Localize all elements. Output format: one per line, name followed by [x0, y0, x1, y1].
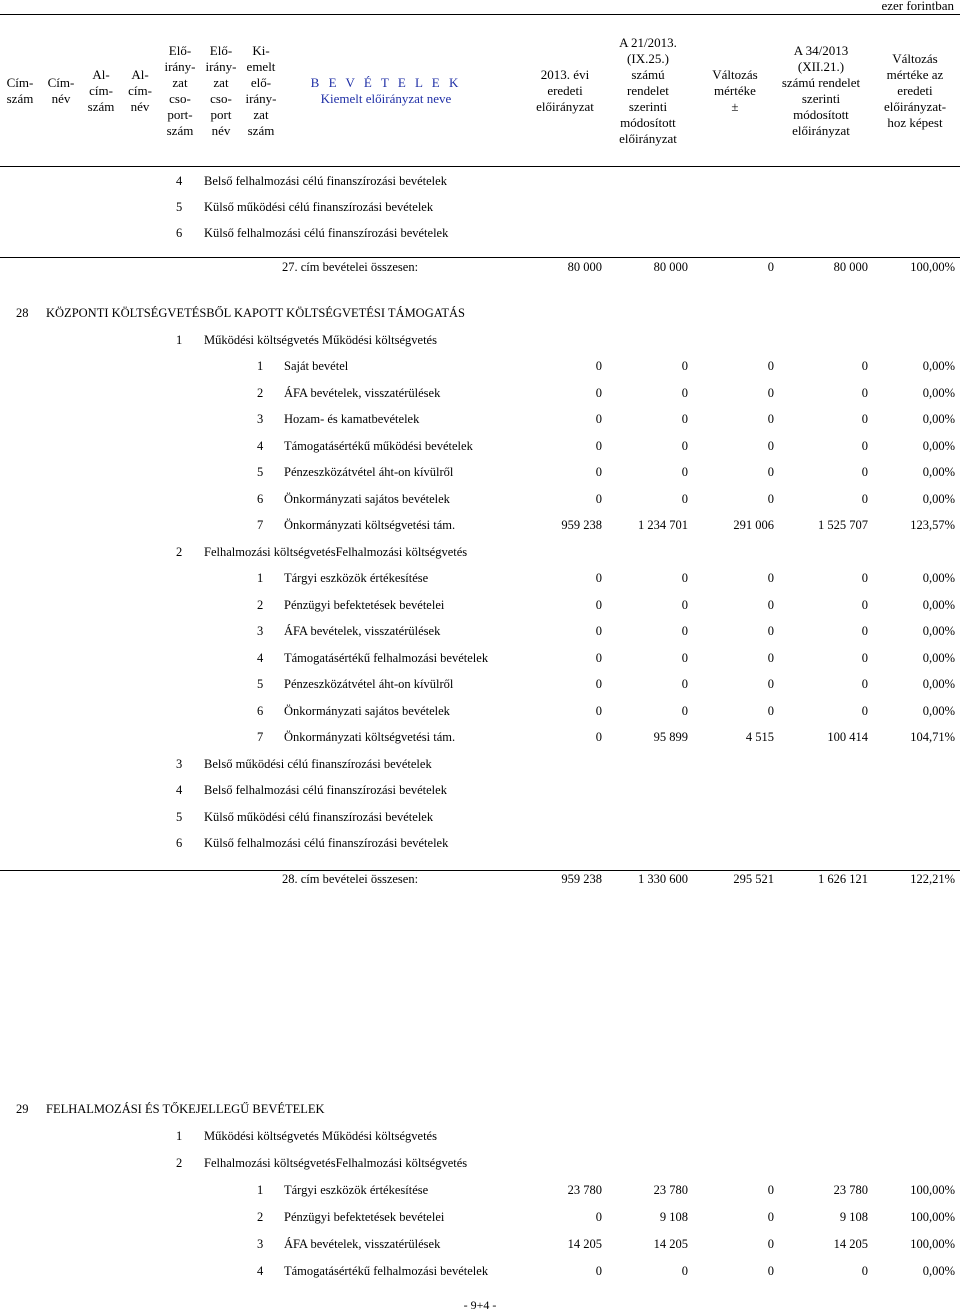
header-line: szám	[247, 122, 275, 138]
row-value: 0	[595, 598, 602, 612]
table-row	[0, 598, 960, 614]
header-eloiranyzat-csoport-nev	[202, 15, 240, 166]
row-label: Belső működési célú finanszírozási bevételek	[204, 757, 432, 771]
row-value: 1 626 121	[818, 872, 868, 886]
header-line: Elő-	[209, 42, 233, 58]
row-code: 2	[257, 598, 264, 612]
header-line: eredeti	[547, 82, 583, 98]
row-value: 0	[681, 1264, 688, 1278]
table-row	[0, 412, 960, 428]
table-row	[0, 704, 960, 720]
row-value: 0	[861, 677, 868, 691]
header-line: számú rendelet	[781, 74, 861, 90]
row-label: Működési költségvetés Működési költségvetés	[204, 1129, 437, 1143]
header-cimnev	[42, 15, 80, 166]
row-code: 6	[176, 836, 183, 850]
row-label: Pénzügyi befektetések bevételei	[284, 598, 445, 612]
row-code: 4	[176, 174, 183, 188]
header-valtozas	[690, 15, 780, 166]
row-value: 0	[681, 571, 688, 585]
header-line: irány-	[205, 58, 237, 74]
header-line: zat	[213, 74, 229, 90]
row-value: 0	[681, 439, 688, 453]
row-label: Saját bevétel	[284, 359, 349, 373]
row-value: 0	[595, 1264, 602, 1278]
row-label: Támogatásértékű működési bevételek	[284, 439, 473, 453]
row-value: 0	[595, 439, 602, 453]
row-value: 0	[767, 492, 774, 506]
header-line: port-	[167, 106, 193, 122]
row-code: 3	[176, 757, 183, 771]
row-value: 4 515	[745, 730, 774, 744]
header-line: rendelet	[627, 82, 669, 98]
header-line: B E V É T E L E K	[310, 74, 462, 90]
header-line: szám	[166, 122, 194, 138]
row-label: ÁFA bevételek, visszatérülések	[284, 624, 441, 638]
header-line: név	[130, 98, 150, 114]
row-value: 0	[595, 730, 602, 744]
row-value: 0,00%	[922, 651, 955, 665]
row-value: 23 780	[567, 1183, 602, 1197]
row-value: 959 238	[561, 872, 602, 886]
row-label: FELHALMOZÁSI ÉS TŐKEJELLEGŰ BEVÉTELEK	[46, 1102, 325, 1116]
row-code: 1	[176, 1129, 183, 1143]
header-line: zat	[253, 106, 269, 122]
row-value: 0,00%	[922, 571, 955, 585]
row-value: 80 000	[653, 260, 688, 274]
row-code: 29	[16, 1102, 29, 1116]
header-line: Ki-	[252, 42, 270, 58]
table-row	[0, 1210, 960, 1226]
row-value: 0	[861, 598, 868, 612]
row-label: Külső felhalmozási célú finanszírozási bevételek	[204, 226, 449, 240]
row-value: 1 330 600	[638, 872, 688, 886]
row-value: 0	[767, 1237, 774, 1251]
header-line: Változás	[892, 50, 938, 66]
row-label: Belső felhalmozási célú finanszírozási bevételek	[204, 174, 447, 188]
row-code: 4	[257, 1264, 264, 1278]
row-value: 0	[595, 677, 602, 691]
header-line: irány-	[245, 90, 277, 106]
row-label: Tárgyi eszközök értékesítése	[284, 571, 429, 585]
row-value: 14 205	[653, 1237, 688, 1251]
row-value: 0,00%	[922, 598, 955, 612]
row-value: 0	[595, 704, 602, 718]
row-value: 0	[681, 598, 688, 612]
row-code: 5	[257, 465, 264, 479]
row-value: 0	[595, 359, 602, 373]
row-value: 0,00%	[922, 359, 955, 373]
table-row	[0, 359, 960, 375]
row-value: 0	[861, 465, 868, 479]
row-value: 0,00%	[922, 492, 955, 506]
row-label: 28. cím bevételei összesen:	[282, 872, 419, 886]
table-row	[0, 465, 960, 481]
row-value: 0	[767, 571, 774, 585]
header-line: mértéke az	[886, 66, 944, 82]
row-value: 0,00%	[922, 412, 955, 426]
row-value: 0	[595, 1210, 602, 1224]
table-row	[0, 783, 960, 799]
row-code: 4	[257, 651, 264, 665]
row-value: 959 238	[561, 518, 602, 532]
row-value: 104,71%	[910, 730, 955, 744]
table-row	[0, 1102, 960, 1118]
row-code: 4	[176, 783, 183, 797]
row-label: Felhalmozási költségvetésFelhalmozási költségvetés	[204, 1156, 468, 1170]
table-row	[0, 492, 960, 508]
row-value: 14 205	[833, 1237, 868, 1251]
row-label: Támogatásértékű felhalmozási bevételek	[284, 1264, 489, 1278]
row-value: 95 899	[653, 730, 688, 744]
header-line: név	[211, 122, 231, 138]
row-value: 0	[681, 359, 688, 373]
row-value: 80 000	[567, 260, 602, 274]
row-value: 0	[767, 1183, 774, 1197]
table-header	[0, 14, 960, 167]
header-line: emelt	[246, 58, 276, 74]
header-line: módosított	[793, 106, 849, 122]
row-value: 0,00%	[922, 677, 955, 691]
header-line: zat	[172, 74, 188, 90]
table-row	[0, 1129, 960, 1145]
row-label: Külső felhalmozási célú finanszírozási bevételek	[204, 836, 449, 850]
row-label: Önkormányzati költségvetési tám.	[284, 518, 456, 532]
header-line: hoz képest	[887, 114, 943, 130]
header-line: eredeti	[897, 82, 933, 98]
row-code: 7	[257, 518, 264, 532]
row-value: 0	[595, 624, 602, 638]
row-value: 0	[595, 465, 602, 479]
row-value: 0	[767, 677, 774, 691]
table-row	[0, 1183, 960, 1199]
row-value: 100,00%	[910, 1237, 955, 1251]
table-row	[0, 757, 960, 773]
row-value: 0	[681, 704, 688, 718]
row-code: 28	[16, 306, 29, 320]
header-line: módosított	[620, 114, 676, 130]
row-label: Pénzeszközátvétel áht-on kívülről	[284, 465, 454, 479]
row-code: 1	[257, 359, 264, 373]
row-value: 291 006	[733, 518, 774, 532]
row-value: 0	[681, 677, 688, 691]
row-label: Önkormányzati sajátos bevételek	[284, 704, 450, 718]
row-code: 1	[257, 1183, 264, 1197]
row-value: 0	[767, 704, 774, 718]
header-line: előirányzat	[536, 98, 594, 114]
row-code: 3	[257, 412, 264, 426]
table-row	[0, 571, 960, 587]
header-eloiranyzat-csoport-szam	[160, 15, 200, 166]
total-row	[0, 260, 960, 276]
row-value: 0	[767, 439, 774, 453]
row-code: 5	[257, 677, 264, 691]
row-value: 0	[681, 492, 688, 506]
row-code: 1	[176, 333, 183, 347]
table-row	[0, 386, 960, 402]
header-line: szám	[6, 90, 34, 106]
row-value: 0	[861, 359, 868, 373]
unit-label: ezer forintban	[881, 0, 954, 13]
row-value: 0	[861, 571, 868, 585]
row-value: 0	[595, 651, 602, 665]
table-row	[0, 200, 960, 216]
row-code: 2	[257, 1210, 264, 1224]
total-row	[0, 872, 960, 888]
row-label: Támogatásértékű felhalmozási bevételek	[284, 651, 489, 665]
header-valtozas-merteke	[870, 15, 960, 166]
header-line: (IX.25.)	[627, 50, 669, 66]
row-label: ÁFA bevételek, visszatérülések	[284, 1237, 441, 1251]
table-row	[0, 333, 960, 349]
table-row	[0, 810, 960, 826]
row-label: Felhalmozási költségvetésFelhalmozási költségvetés	[204, 545, 468, 559]
row-label: 27. cím bevételei összesen:	[282, 260, 419, 274]
row-value: 0,00%	[922, 624, 955, 638]
row-value: 0,00%	[922, 439, 955, 453]
row-value: 23 780	[833, 1183, 868, 1197]
row-label: Külső működési célú finanszírozási bevételek	[204, 200, 434, 214]
header-line: Cím-	[6, 74, 34, 90]
header-line: előirányzat	[792, 122, 850, 138]
table-row	[0, 226, 960, 242]
header-line: elő-	[250, 74, 272, 90]
row-label: Önkormányzati sajátos bevételek	[284, 492, 450, 506]
row-value: 1 234 701	[638, 518, 688, 532]
header-cimszam	[2, 15, 38, 166]
header-line: ±	[731, 98, 739, 114]
header-line: A 34/2013	[793, 42, 849, 58]
header-line: számú	[631, 66, 665, 82]
header-modositott-2	[776, 15, 866, 166]
divider	[0, 257, 960, 258]
header-line: irány-	[164, 58, 196, 74]
header-eredeti	[520, 15, 610, 166]
header-line: név	[51, 90, 71, 106]
row-value: 9 108	[659, 1210, 688, 1224]
header-line: cím-	[128, 82, 152, 98]
row-value: 0	[767, 412, 774, 426]
row-value: 0	[767, 598, 774, 612]
header-line: Változás	[712, 66, 758, 82]
row-value: 0	[681, 465, 688, 479]
header-line: 2013. évi	[540, 66, 590, 82]
header-bevetelek	[286, 15, 486, 166]
table-row	[0, 836, 960, 852]
row-value: 0	[861, 704, 868, 718]
row-code: 4	[257, 439, 264, 453]
header-line: előirányzat-	[883, 98, 947, 114]
row-label: Pénzügyi befektetések bevételei	[284, 1210, 445, 1224]
row-value: 100,00%	[910, 1183, 955, 1197]
header-line: szám	[87, 98, 115, 114]
header-line: (XII.21.)	[797, 58, 845, 74]
header-line: előirányzat	[619, 130, 677, 146]
row-value: 0	[767, 651, 774, 665]
row-value: 1 525 707	[818, 518, 868, 532]
row-code: 3	[257, 1237, 264, 1251]
header-line: Elő-	[168, 42, 192, 58]
header-line: Cím-	[47, 74, 75, 90]
row-value: 0	[767, 386, 774, 400]
table-row	[0, 651, 960, 667]
header-line: port	[210, 106, 232, 122]
row-value: 0	[767, 465, 774, 479]
row-code: 2	[257, 386, 264, 400]
row-value: 0,00%	[922, 386, 955, 400]
row-code: 2	[176, 1156, 183, 1170]
row-value: 0	[861, 439, 868, 453]
header-alcimnev	[122, 15, 158, 166]
row-value: 0	[595, 492, 602, 506]
row-value: 0,00%	[922, 465, 955, 479]
row-code: 6	[257, 492, 264, 506]
header-line: cím-	[89, 82, 113, 98]
header-alcimszam	[82, 15, 120, 166]
table-row	[0, 306, 960, 322]
row-code: 2	[176, 545, 183, 559]
row-value: 0	[681, 651, 688, 665]
header-line: szerinti	[801, 90, 841, 106]
row-value: 100,00%	[910, 260, 955, 274]
row-label: ÁFA bevételek, visszatérülések	[284, 386, 441, 400]
table-row	[0, 174, 960, 190]
row-label: Pénzeszközátvétel áht-on kívülről	[284, 677, 454, 691]
table-row	[0, 518, 960, 534]
table-row	[0, 1156, 960, 1172]
row-value: 0	[681, 386, 688, 400]
row-code: 6	[257, 704, 264, 718]
row-label: Belső felhalmozási célú finanszírozási bevételek	[204, 783, 447, 797]
row-code: 7	[257, 730, 264, 744]
header-line: szerinti	[628, 98, 668, 114]
row-value: 0	[861, 386, 868, 400]
row-value: 14 205	[567, 1237, 602, 1251]
row-code: 6	[176, 226, 183, 240]
row-label: Tárgyi eszközök értékesítése	[284, 1183, 429, 1197]
row-value: 123,57%	[910, 518, 955, 532]
table-row	[0, 677, 960, 693]
row-value: 0	[767, 624, 774, 638]
row-value: 0	[861, 1264, 868, 1278]
table-row	[0, 545, 960, 561]
row-label: Külső működési célú finanszírozási bevételek	[204, 810, 434, 824]
row-value: 0,00%	[922, 704, 955, 718]
row-code: 5	[176, 200, 183, 214]
row-label: KÖZPONTI KÖLTSÉGVETÉSBŐL KAPOTT KÖLTSÉGVETÉSI TÁMOGATÁS	[46, 306, 465, 320]
row-value: 122,21%	[910, 872, 955, 886]
table-row	[0, 1237, 960, 1253]
row-value: 0	[767, 1264, 774, 1278]
row-label: Működési költségvetés Működési költségvetés	[204, 333, 437, 347]
row-value: 0,00%	[922, 1264, 955, 1278]
table-row	[0, 439, 960, 455]
header-line: A 21/2013.	[619, 34, 677, 50]
row-value: 295 521	[733, 872, 774, 886]
table-row	[0, 730, 960, 746]
header-modositott-1	[610, 15, 686, 166]
header-kiemelt-szam	[240, 15, 282, 166]
row-value: 80 000	[833, 260, 868, 274]
row-value: 0	[681, 412, 688, 426]
row-value: 23 780	[653, 1183, 688, 1197]
row-value: 0	[767, 260, 774, 274]
row-value: 0	[767, 1210, 774, 1224]
table-row	[0, 624, 960, 640]
row-value: 9 108	[839, 1210, 868, 1224]
row-value: 0	[861, 624, 868, 638]
table-row	[0, 1264, 960, 1280]
row-label: Hozam- és kamatbevételek	[284, 412, 420, 426]
row-value: 0	[595, 412, 602, 426]
row-value: 100,00%	[910, 1210, 955, 1224]
divider	[0, 870, 960, 871]
row-value: 0	[861, 412, 868, 426]
row-label: Önkormányzati költségvetési tám.	[284, 730, 456, 744]
row-code: 1	[257, 571, 264, 585]
row-code: 3	[257, 624, 264, 638]
row-value: 100 414	[827, 730, 868, 744]
header-line: cso-	[169, 90, 191, 106]
header-line: Al-	[92, 66, 110, 82]
row-code: 5	[176, 810, 183, 824]
row-value: 0	[681, 624, 688, 638]
header-line: Al-	[131, 66, 149, 82]
header-line: mértéke	[714, 82, 756, 98]
row-value: 0	[861, 492, 868, 506]
row-value: 0	[767, 359, 774, 373]
header-line: Kiemelt előirányzat neve	[320, 90, 452, 106]
row-value: 0	[861, 651, 868, 665]
row-value: 0	[595, 571, 602, 585]
header-line: cso-	[210, 90, 232, 106]
row-value: 0	[595, 386, 602, 400]
page-number: - 9+4 -	[463, 1298, 497, 1312]
